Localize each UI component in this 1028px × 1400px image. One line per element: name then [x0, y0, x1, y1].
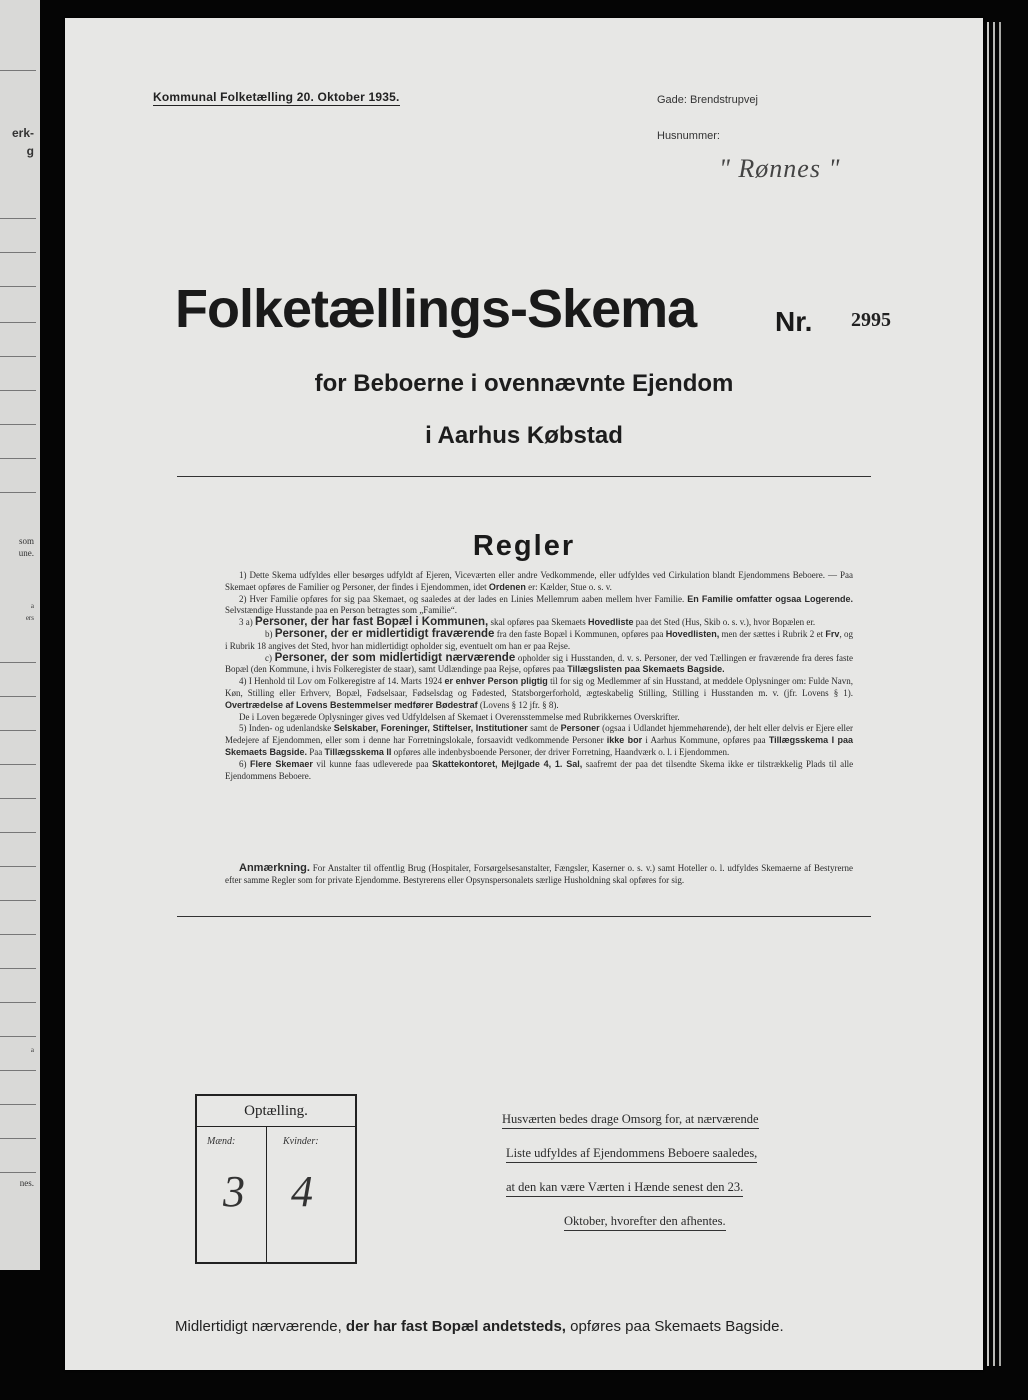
- page-stack-edge: [993, 22, 995, 1366]
- rule-3a: 3 a) Personer, der har fast Bopæl i Kommunen, skal opføres paa Skemaets Hovedliste paa det Sted (Hus, Skib o. s. v.), hvor Bopælen er.: [239, 616, 816, 629]
- notice-line: Oktober, hvorefter den afhentes.: [564, 1214, 726, 1231]
- landlord-notice: [502, 1112, 842, 1248]
- divider: [0, 70, 36, 71]
- rule-5: 5) Inden- og udenlandske Selskaber, Foreninger, Stiftelser, Institutioner samt de Personer (ogsaa i Udlandet hjemmehørende), der helt eller delvis er Ejere eller Medejere af Ejendommen, eller som i denne har Forretningslokale, forsaavidt vedkommende Personer ikke bor i Aarhus Kommune, opføres paa Tillægsskema I paa Skemaets Bagside. Paa Tillægsskema II opføres alle indenbysboende Personer, der driver Forretning, Haandværk o. l. i Ejendommen.: [225, 723, 854, 757]
- divider: [0, 934, 36, 935]
- divider: [0, 1036, 36, 1037]
- divider: [0, 832, 36, 833]
- prev-page-fragment: a: [30, 602, 34, 610]
- census-title: Kommunal Folketælling 20. Oktober 1935.: [153, 90, 400, 104]
- prev-page-fragment: som: [18, 536, 34, 546]
- form-title: Folketællings-Skema: [175, 279, 697, 339]
- men-label: Mænd:: [207, 1136, 236, 1147]
- tally-title: Optælling.: [197, 1096, 355, 1127]
- divider: [0, 218, 36, 219]
- women-count: 4: [291, 1167, 313, 1216]
- divider: [0, 730, 36, 731]
- divider: [0, 492, 36, 493]
- tally-box: [195, 1094, 357, 1264]
- women-label: Kvinder:: [283, 1136, 319, 1147]
- rule-2: 2) Hver Familie opføres for sig paa Skemaet, og saaledes at der lades en Linies Mellemrum aaben mellem hver Familie. En Familie omfatter ogsaa Logerende. Selvstændige Husstande paa en Person betragtes som „Familie“.: [225, 593, 853, 616]
- street-label: Gade: Brendstrupvej: [657, 94, 758, 106]
- divider: [0, 356, 36, 357]
- house-number-handwritten: " Rønnes ": [719, 154, 841, 183]
- note-remark: [225, 863, 853, 887]
- divider: [0, 1138, 36, 1139]
- rules-heading: Regler: [472, 530, 576, 562]
- divider: [0, 696, 36, 697]
- page-stack-edge: [999, 22, 1001, 1366]
- note-label: Anmærkning.: [239, 862, 310, 874]
- divider: [0, 866, 36, 867]
- house-number-label: Husnummer:: [657, 130, 720, 142]
- rule-4-note: De i Loven begærede Oplysninger gives ved Udfyldelsen af Skemaet i Overensstemmelse med Rubrikkernes Overskrifter.: [239, 711, 680, 722]
- rule-3c: c) Personer, der som midlertidigt nærværende opholder sig i Husstanden, d. v. s. Personer, der ved Tællingen er fraværende fra deres faste Bopæl (den Kommune, i hvis Folkeregister de staar), samt Udlændinge paa Rejse, opføres paa Tillægslisten paa Skemaets Bagside.: [225, 651, 854, 675]
- divider: [0, 764, 36, 765]
- subtitle-town: i Aarhus Købstad: [425, 422, 623, 449]
- form-number: 2995: [851, 309, 891, 331]
- prev-page-fragment: g: [26, 144, 34, 158]
- tally-divider: [266, 1127, 267, 1262]
- divider: [0, 900, 36, 901]
- divider: [0, 798, 36, 799]
- prev-page-fragment: erk-: [11, 126, 34, 140]
- previous-page-edge: [0, 0, 40, 1270]
- rule-6: 6) Flere Skemaer vil kunne faas udleverede paa Skattekontoret, Mejlgade 4, 1. Sal, saafremt der paa det tilsendte Skema ikke er tilstrækkelig Plads til alle Ejendommens Beboere.: [225, 758, 854, 781]
- divider: [177, 476, 871, 477]
- divider: [0, 424, 36, 425]
- notice-line: Husværten bedes drage Omsorg for, at nærværende: [502, 1112, 759, 1129]
- rules-text: [225, 570, 853, 782]
- divider: [0, 662, 36, 663]
- note-text: For Anstalter til offentlig Brug (Hospitaler, Forsørgelsesanstalter, Fængsler, Kaserner o. s. v.) samt Hoteller o. l. udfyldes Skemaerne af Bestyrerne efter samme Regler som for private Ejendomme. Bestyrerens eller Opsynspersonalets særlige Husholdning skal opføres for sig.: [225, 863, 853, 885]
- divider: [177, 916, 871, 917]
- rule-3b: b) Personer, der er midlertidigt fraværende fra den faste Bopæl i Kommunen, opføres paa Hovedlisten, men der sættes i Rubrik 2 et Frv, og i Rubrik 18 angives det Sted, hvor han midlertidigt opholder sig, eventuelt om han er paa Rejse.: [225, 627, 854, 651]
- rule-1: 1) Dette Skema udfyldes eller besørges udfyldt af Ejeren, Viceværten eller andre Vedkommende, eller udfyldes ved Cirkulation blandt Ejendommens Beboere. — Paa Skemaet opføres de Familier og Personer, der findes i Ejendommen, idet Ordenen er: Kælder, Stue o. s. v.: [225, 570, 853, 592]
- nr-label: Nr.: [775, 306, 813, 337]
- men-count: 3: [223, 1167, 245, 1216]
- divider: [0, 1002, 36, 1003]
- census-form-page: [65, 18, 983, 1370]
- divider: [0, 390, 36, 391]
- divider: [0, 252, 36, 253]
- prev-page-fragment: nes.: [19, 1178, 34, 1188]
- subtitle-residents: for Beboerne i ovennævnte Ejendom: [314, 370, 734, 397]
- prev-page-fragment: une.: [18, 548, 34, 558]
- divider: [0, 1070, 36, 1071]
- notice-line: Liste udfyldes af Ejendommens Beboere saaledes,: [506, 1146, 757, 1163]
- divider: [0, 286, 36, 287]
- footer-instruction: Midlertidigt nærværende, der har fast Bopæl andetsteds, opføres paa Skemaets Bagside.: [175, 1318, 784, 1335]
- divider: [0, 1104, 36, 1105]
- prev-page-fragment: a: [30, 1046, 34, 1054]
- notice-line: at den kan være Værten i Hænde senest den 23.: [506, 1180, 743, 1197]
- prev-page-fragment: ers: [25, 614, 34, 622]
- divider: [0, 458, 36, 459]
- divider: [0, 322, 36, 323]
- divider: [0, 1172, 36, 1173]
- divider: [0, 968, 36, 969]
- page-stack-edge: [987, 22, 989, 1366]
- rule-4: 4) I Henhold til Lov om Folkeregistre af 14. Marts 1924 er enhver Person pligtig til for sig og Medlemmer af sin Husstand, at meddele Oplysninger om: Fulde Navn, Køn, Stilling eller Erhverv, Bopæl, Fødselsaar, Fødselsdag og Fødested, Statsborgerforhold, ægteskabelig Stilling, Stilling i Husstanden m. v. (jfr. Lovens § 1). Overtrædelse af Lovens Bestemmelser medfører Bødestraf (Lovens § 12 jfr. § 8).: [225, 676, 854, 710]
